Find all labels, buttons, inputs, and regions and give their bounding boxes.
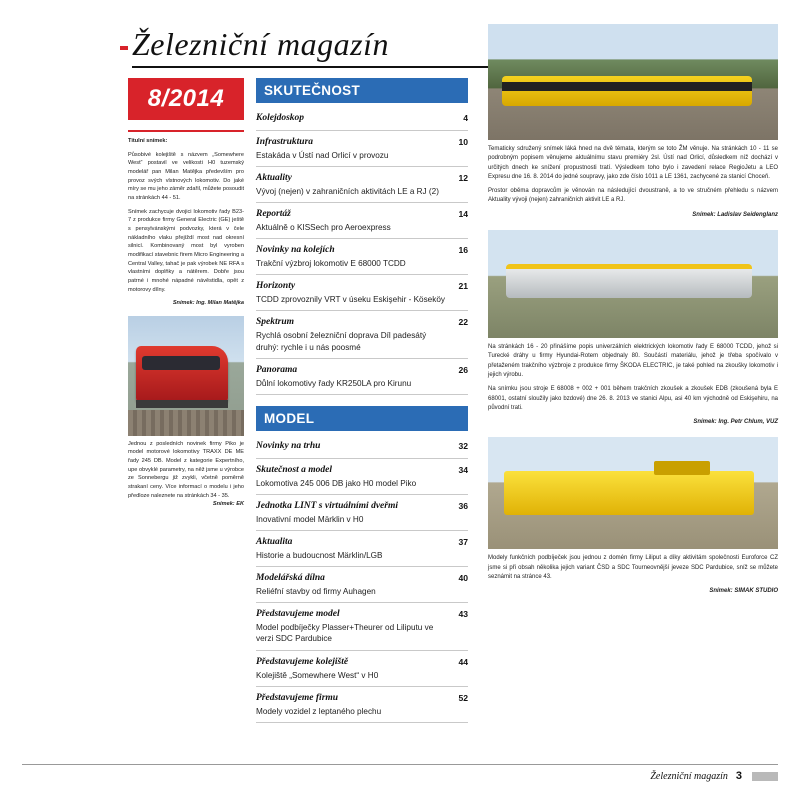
toc-entry-title: Představujeme kolejiště [256, 656, 349, 667]
toc-entry-title: Jednotka LINT s virtuálními dveřmi [256, 500, 398, 511]
toc-entry-page: 32 [458, 441, 468, 451]
cover-caption-p2: Snímek zachycuje dvojici lokomotiv řady B23-7 z produkce firmy General Electric (GE) ještě s pensylvánskými podvozky, která v čele nákladního vlaku přejíždí most nad okresní silnicí. Kombinovaný most byl vyroben modifikací stavebnic firem Micro Engineering a Central Valley, tahač je pak výrobek NE RFA s vlastními doplňky a nátěrem. Dobře jsou patrné i mnohé nápadné návěstidla, opět z motorovy dílny. [128, 208, 244, 293]
left-photo-credit: Snímek: EK [212, 501, 244, 508]
photo-yellow-train [488, 24, 778, 140]
toc-entry-page: 34 [458, 464, 468, 475]
cover-caption-p1: Působivé kolejiště s názvem „Somewhere West“ postavil ve velikosti H0 tuzemský modelář pan Milan Matějka především pro provoz svých vlstnových lokomotiv. Do jaké míry se mu jeho záměr zdařil, můžete posoudit na stránkách 44 - 51. [128, 151, 244, 201]
toc-entry-title: Panorama [256, 364, 298, 375]
toc-entry[interactable] [256, 311, 468, 358]
right-caption-2-credit: Snímek: Ing. Petr Chlum, VUZ [693, 419, 778, 426]
toc-entry-subtitle: Reliéfní stavby od firmy Auhagen [256, 587, 376, 596]
silver-locomotive-shape [506, 264, 752, 298]
toc-entry[interactable] [256, 239, 468, 275]
right-caption-2 [488, 343, 778, 427]
toc-entry[interactable] [256, 167, 468, 203]
page-footer [22, 764, 778, 782]
cover-caption-lead: Titulní snímek: [128, 138, 168, 144]
footer-page-number: 3 [735, 770, 742, 782]
toc-entry-subtitle: Estakáda v Ústí nad Orlicí v provozu [256, 150, 389, 160]
magazine-title: Železniční magazín [132, 26, 389, 62]
toc-entry[interactable] [256, 359, 468, 395]
toc-entry-title: Infrastruktura [256, 136, 314, 147]
toc-entry-page: 52 [458, 692, 468, 703]
toc-entry-subtitle: Kolejiště „Somewhere West“ v H0 [256, 670, 379, 680]
toc-entry-page: 12 [458, 172, 468, 183]
toc-entry-page: 40 [458, 573, 468, 584]
toc-entry-page: 10 [458, 136, 468, 147]
toc-entry-page: 22 [458, 317, 468, 328]
toc-entry-subtitle: Historie a budoucnost Märklin/LGB [256, 550, 383, 560]
tamping-machine-shape [504, 471, 754, 515]
toc-entry[interactable] [256, 603, 468, 650]
toc-entry[interactable] [256, 531, 468, 567]
right-caption-1 [488, 145, 778, 220]
rails-decor [128, 410, 244, 436]
masthead-accent-bar [120, 46, 128, 50]
toc-entry-page: 4 [463, 113, 468, 123]
toc-entry-title: Reportáž [256, 209, 291, 220]
toc-entry-title: Novinky na kolejích [256, 245, 335, 256]
section-header-skutecnost: SKUTEČNOST [256, 78, 468, 103]
left-photo-caption [128, 440, 244, 509]
cover-photo-caption [128, 130, 244, 308]
toc-list-skutecnost [256, 107, 468, 395]
right-caption-3-p1: Modely funkčních podbíječek jsou jednou z domén firmy Liliput a díky aktivitám společnosti Euroforce CZ jsme si při obsah několika jejich variant ČSD a SDC Tourneovnější jeveze SDC Pardubice, sníž se můžete seznámit na stránce 43. [488, 555, 778, 581]
right-caption-2-p2: Na snímku jsou stroje E 68008 + 002 + 001 během trakčních zkoušek a zkoušek EDB (zkoušená byla E 68001, ostatní sloužily jako bzdové) dne 26. 8. 2013 ve stanici Alpu, asi 40 km východně od Eskişehiru, na původní trati. [488, 386, 778, 411]
toc-entry-subtitle: Inovativní model Märklin v H0 [256, 514, 364, 524]
toc-entry[interactable] [256, 275, 468, 311]
toc-entry-subtitle: Vývoj (nejen) v zahraničních aktivitách LE a RJ (2) [256, 186, 439, 196]
photo-red-locomotive [128, 316, 244, 436]
right-caption-2-p1: Na stránkách 16 - 20 přinášíme popis univerzálních elektrických lokomotiv řady E 68000 TCDD, jehož si Turecké dráhy u firmy Hyundai-Rotem objednaly 80. Součástí materiálu, jehož je třeba spočívalo v přetaženém trakčního výzbroje z produkce firmy ŠKODA ELECTRIC, je také pohled na zkoušky lokomotiv i jejich výrobu. [488, 344, 778, 378]
toc-entry-title: Spektrum [256, 317, 295, 328]
toc-entry-page: 43 [458, 609, 468, 620]
toc-entry-subtitle: Modely vozidel z leptaného plechu [256, 706, 382, 716]
right-caption-1-p2: Prostor oběma dopravcům je věnován na následující dvoustraně, a to ve stručném přehledu s názvem Aktuality vývoji (nejen) zahraničních aktivit LE a RJ. [488, 188, 778, 204]
toc-entry-title: Aktuality [256, 172, 292, 183]
toc-entry-page: 14 [458, 209, 468, 220]
right-caption-1-p1: Tematicky sdružený snímek láká hned na dvě témata, kterým se toto ŽM věnuje. Na stránkách 10 - 11 se podrobným popisem věnujeme aktuálnímu stavu premiéry 2sl. Ústí nad Orlicí, důsledkem níž dochází v určitých dnech ke snížení propustnosti tratí. Výsledkem toho bylo i zavedení relace RegioJetu a LEO Expresu dne 16. 8. 2014 do jedné soupravy, jako zde číslo 1011 a LE 1361, zachycené za stanicí Choceň. [488, 146, 778, 180]
toc-entry-subtitle: Důlní lokomotivy řady KR250LA pro Kirunu [256, 378, 412, 388]
right-column [488, 24, 778, 597]
toc-entry-title: Aktualita [256, 537, 293, 548]
toc-entry-page: 44 [458, 656, 468, 667]
footer-decor-bar [752, 772, 778, 781]
toc-entry[interactable] [256, 435, 468, 459]
toc-entry-title: Horizonty [256, 281, 296, 292]
toc-entry-page: 16 [458, 245, 468, 256]
issue-number-badge: 8/2014 [128, 78, 244, 120]
right-caption-1-credit: Snímek: Ladislav Seidenglanz [692, 211, 778, 218]
toc-entry-page: 37 [458, 537, 468, 548]
toc-entry-subtitle: TCDD zprovoznily VRT v úseku Eskişehir - Köseköy [256, 295, 445, 305]
table-of-contents [256, 78, 468, 723]
toc-entry[interactable] [256, 495, 468, 531]
toc-entry-subtitle: Lokomotiva 245 006 DB jako H0 model Piko [256, 478, 417, 488]
yellow-train-shape [502, 76, 752, 106]
toc-entry-subtitle: Trakční výzbroj lokomotiv E 68000 TCDD [256, 259, 406, 268]
footer-magazine-title: Železniční magazín [650, 770, 728, 782]
right-caption-3-credit: Snímek: SIMAK STUDIO [709, 588, 778, 595]
toc-entry-page: 21 [458, 281, 468, 292]
toc-entry-title: Skutečnost a model [256, 464, 333, 475]
toc-entry[interactable] [256, 567, 468, 603]
toc-entry-page: 36 [458, 500, 468, 511]
left-photo-caption-text: Jednou z posledních novinek firmy Piko je model motorové lokomotivy TRAXX DE ME řady 245 DB. Model z kategorie Expertního, upe obvyklé parametry, na něž jsme u výrobce ze Sonnebergu již zvykli, včetně poměrně strakaní ceny. Více informací o modelu i jeho předloze naleznete na stránkách 34 - 35. [128, 440, 244, 499]
right-caption-3 [488, 554, 778, 596]
toc-entry[interactable] [256, 459, 468, 495]
toc-entry-title: Představujeme firmu [256, 692, 339, 703]
left-column [128, 78, 244, 509]
masthead [120, 26, 490, 68]
section-header-model: MODEL [256, 406, 468, 431]
cover-caption-credit: Snímek: Ing. Milan Matějka [172, 300, 244, 307]
toc-list-model [256, 435, 468, 723]
photo-yellow-tamping-machine [488, 437, 778, 549]
toc-entry-title: Kolejdoskop [256, 113, 305, 123]
red-locomotive-shape [136, 346, 228, 402]
toc-entry[interactable] [256, 203, 468, 239]
toc-entry-subtitle: Rychlá osobní železniční doprava Díl padesátý druhý: rychle i u nás poosmé [256, 331, 427, 352]
toc-entry-subtitle: Aktuálně o KISSech pro Aeroexpress [256, 222, 391, 232]
toc-entry-subtitle: Model podbíječky Plasser+Theurer od Liliputu ve verzi SDC Pardubice [256, 623, 434, 644]
masthead-underline [132, 66, 490, 68]
toc-entry[interactable] [256, 131, 468, 167]
toc-entry[interactable] [256, 107, 468, 131]
photo-silver-locomotives [488, 230, 778, 338]
toc-entry-title: Novinky na trhu [256, 441, 321, 451]
toc-entry[interactable] [256, 651, 468, 687]
toc-entry-page: 26 [458, 364, 468, 375]
toc-entry-title: Představujeme model [256, 609, 340, 620]
toc-entry[interactable] [256, 687, 468, 723]
toc-entry-title: Modelářská dílna [256, 573, 325, 584]
